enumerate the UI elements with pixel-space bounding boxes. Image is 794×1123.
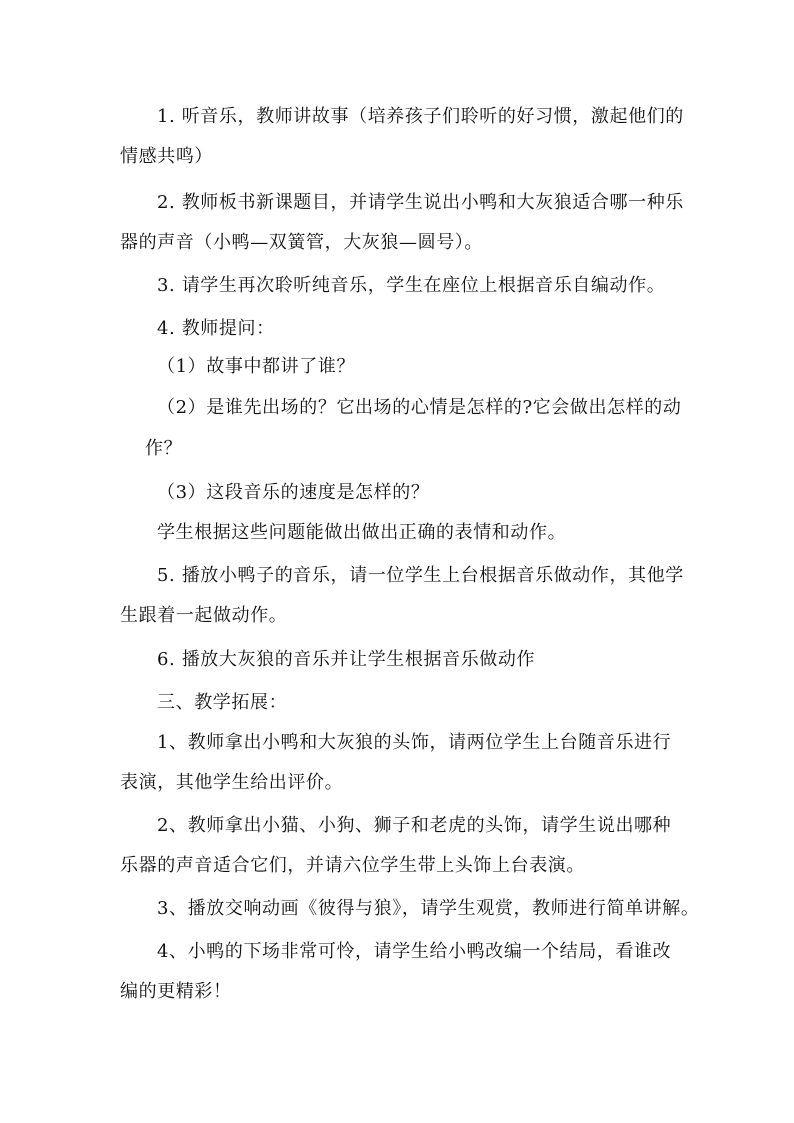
question-line: （3）这段音乐的速度是怎样的？ [157, 482, 430, 503]
paragraph-line: 2. 教师板书新课题目，并请学生说出小鸭和大灰狼适合哪一种乐 [157, 192, 684, 213]
question-line: （2）是谁先出场的？它出场的心情是怎样的?它会做出怎样的动 [157, 397, 682, 418]
question-line: 作？ [145, 438, 183, 459]
question-line: （1）故事中都讲了谁？ [157, 356, 356, 377]
paragraph-line: 学生根据这些问题能做出做出正确的表情和动作。 [157, 522, 567, 543]
paragraph-line: 器的声音（小鸭—双簧管，大灰狼—圆号）。 [120, 232, 483, 253]
paragraph-line: 3、播放交响动画《彼得与狼》，请学生观赏，教师进行简单讲解。 [157, 898, 700, 919]
paragraph-line: 编的更精彩！ [120, 981, 232, 1002]
paragraph-line: 乐器的声音适合它们，并请六位学生带上头饰上台表演。 [120, 855, 585, 876]
paragraph-line: 1、教师拿出小鸭和大灰狼的头饰，请两位学生上台随音乐进行 [157, 732, 672, 753]
paragraph-line: 5. 播放小鸭子的音乐，请一位学生上台根据音乐做动作，其他学 [157, 565, 684, 586]
paragraph-line: 4. 教师提问： [157, 318, 275, 339]
paragraph-line: 生跟着一起做动作。 [120, 605, 288, 626]
paragraph-line: 表演，其他学生给出评价。 [120, 772, 344, 793]
section-heading: 三、教学拓展： [157, 692, 288, 713]
paragraph-line: 情感共鸣） [120, 146, 213, 167]
paragraph-line: 1. 听音乐，教师讲故事（培养孩子们聆听的好习惯，激起他们的 [157, 106, 684, 127]
paragraph-line: 4、小鸭的下场非常可怜，请学生给小鸭改编一个结局，看谁改 [157, 941, 672, 962]
paragraph-line: 6. 播放大灰狼的音乐并让学生根据音乐做动作 [157, 649, 536, 670]
paragraph-line: 3. 请学生再次聆听纯音乐，学生在座位上根据音乐自编动作。 [157, 275, 666, 296]
paragraph-line: 2、教师拿出小猫、小狗、狮子和老虎的头饰，请学生说出哪种 [157, 815, 672, 836]
